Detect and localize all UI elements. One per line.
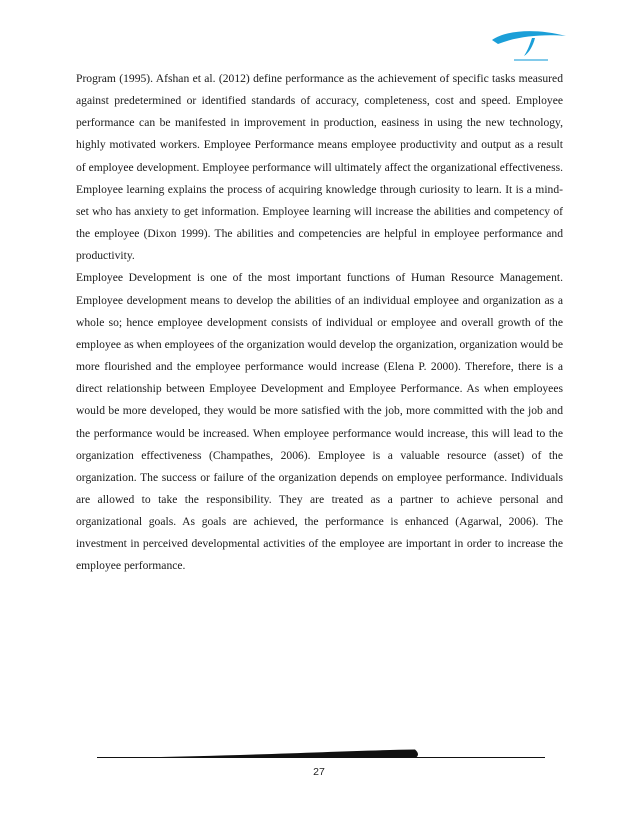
page-number: 27 — [313, 766, 325, 778]
document-body — [76, 68, 563, 578]
paragraph-employee-development: Employee Development is one of the most important functions of Human Resource Management. Employee development means to develop the abilities of an individual employee and organization as a whole so; hence employee development consists of individual or employee and overall growth of the employee as when employees of the organization would develop the organization, organization would be more flourished and the employee performance would increase (Elena P. 2000). Therefore, there is a direct relationship between Employee Development and Employee Performance. As when employees would be more developed, they would be more satisfied with the job, more committed with the job and the performance would be increased. When employee performance would increase, this will lead to the organization effectiveness (Champathes, 2006). Employee is a valuable resource (asset) of the organization. The success or failure of the organization depends on employee performance. Individuals are allowed to take the responsibility. They are treated as a partner to achieve personal and organizational goals. As goals are achieved, the performance is enhanced (Agarwal, 2006). The investment in perceived developmental activities of the employee are important in order to increase the employee performance. — [76, 271, 563, 573]
paragraph-performance-definition: Program (1995). Afshan et al. (2012) define performance as the achievement of specific tasks measured against predetermined or identified standards of accuracy, completeness, cost and speed. Employee performance can be manifested in improvement in production, easiness in using the new technology, highly motivated workers. Employee Performance means employee productivity and output as a result of employee development. Employee performance will ultimately affect the organizational effectiveness. Employee learning explains the process of acquiring knowledge through curiosity to learn. It is a mind-set who has anxiety to get information. Employee learning will increase the abilities and competency of the employee (Dixon 1999). The abilities and competencies are helpful in employee performance and productivity. — [76, 72, 563, 263]
telenor-logo-graphic — [488, 26, 570, 66]
footer-rule — [97, 748, 545, 760]
telenor-logo-icon — [488, 26, 570, 66]
footer-rule-shape — [97, 748, 545, 760]
